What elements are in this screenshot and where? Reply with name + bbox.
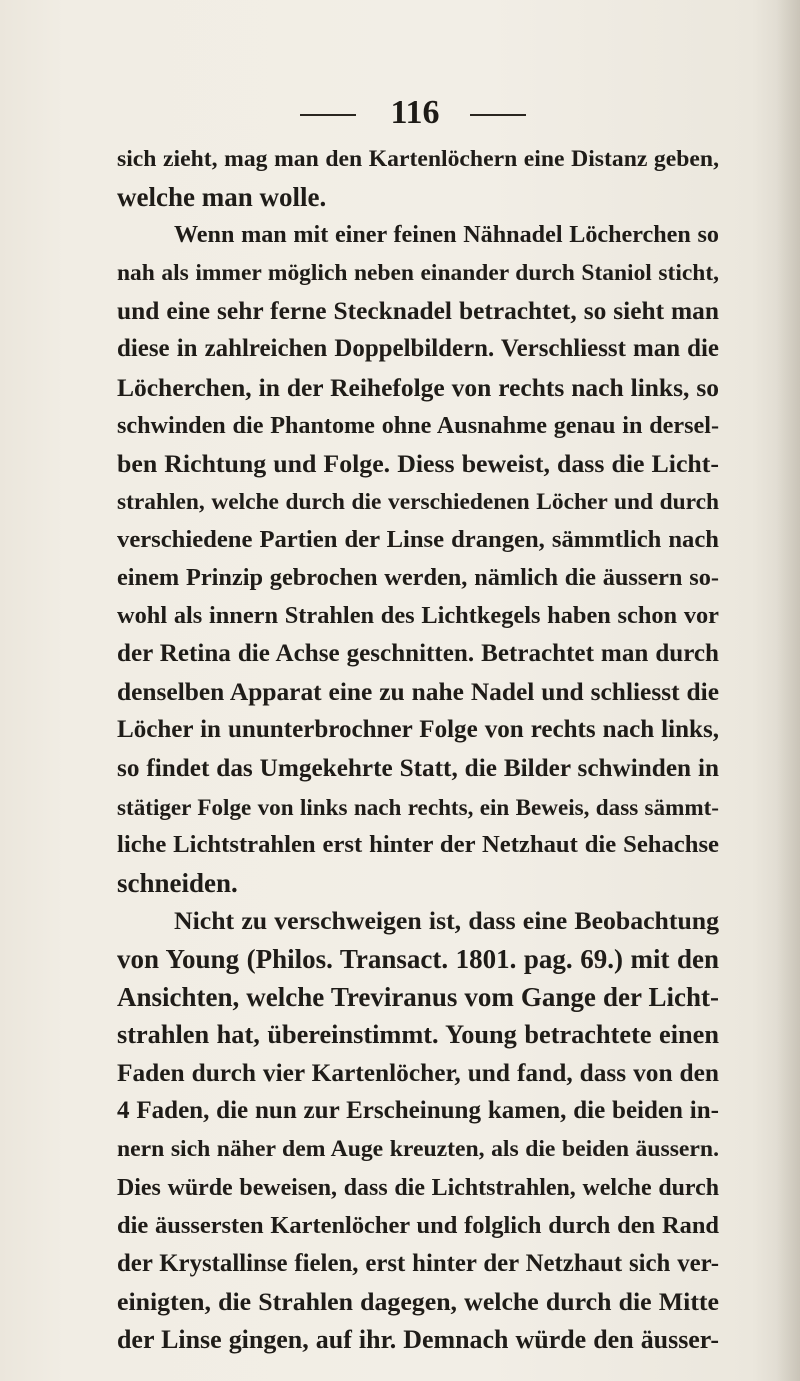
text-line: nern sich näher dem Auge kreuzten, als die beiden äussern. — [117, 1136, 719, 1163]
text-line: die äussersten Kartenlöcher und folglich durch den Rand — [117, 1211, 719, 1239]
page-edge-shadow — [776, 0, 800, 1381]
text-line: einem Prinzip gebrochen werden, nämlich die äussern so- — [117, 564, 719, 592]
text-line: strahlen hat, übereinstimmt. Young betrachtete einen — [117, 1020, 719, 1050]
text-line: strahlen, welche durch die verschiedenen Löcher und durch — [117, 488, 719, 515]
text-line: welche man wolle. — [117, 182, 327, 213]
text-line: liche Lichtstrahlen erst hinter der Netzhaut die Sehachse — [117, 830, 719, 858]
header-rule-right — [470, 114, 526, 116]
text-line: einigten, die Strahlen dagegen, welche durch die Mitte — [117, 1286, 719, 1316]
text-line: 4 Faden, die nun zur Erscheinung kamen, die beiden in- — [117, 1097, 719, 1125]
page-header — [0, 95, 800, 131]
text-line: Löcherchen, in der Reihefolge von rechts nach links, so — [117, 372, 719, 402]
body-text — [117, 140, 719, 1359]
text-line: verschiedene Partien der Linse drangen, sämmtlich nach — [117, 525, 719, 553]
text-line: schwinden die Phantome ohne Ausnahme genau in dersel- — [117, 411, 719, 439]
text-line: nah als immer möglich neben einander durch Staniol sticht, — [117, 260, 719, 287]
header-rule-left — [300, 114, 356, 116]
text-line: Wenn man mit einer feinen Nähnadel Löcherchen so — [174, 221, 719, 249]
text-line: und eine sehr ferne Stecknadel betrachtet, so sieht man — [117, 297, 719, 326]
text-line: Dies würde beweisen, dass die Lichtstrahlen, welche durch — [117, 1174, 719, 1201]
text-line: stätiger Folge von links nach rechts, ein Beweis, dass sämmt- — [117, 793, 719, 820]
text-line: der Linse gingen, auf ihr. Demnach würde den äusser- — [117, 1324, 719, 1354]
text-line: Ansichten, welche Treviranus vom Gange der Licht- — [117, 982, 719, 1013]
text-line: diese in zahlreichen Doppelbildern. Verschliesst man die — [117, 335, 719, 363]
text-line: ben Richtung und Folge. Diess beweist, dass die Licht- — [117, 448, 719, 478]
text-line: sich zieht, mag man den Kartenlöchern eine Distanz geben, — [117, 146, 719, 172]
text-line: der Krystallinse fielen, erst hinter der Netzhaut sich ver- — [117, 1249, 719, 1277]
text-line: denselben Apparat eine zu nahe Nadel und schliesst die — [117, 678, 719, 707]
text-line: schneiden. — [117, 867, 238, 898]
text-line: Faden durch vier Kartenlöcher, und fand, dass von den — [117, 1059, 719, 1088]
text-line: der Retina die Achse geschnitten. Betrachtet man durch — [117, 640, 719, 668]
text-line: von Young (Philos. Transact. 1801. pag. 69.) mit den — [117, 943, 719, 974]
text-line: Nicht zu verschweigen ist, dass eine Beobachtung — [174, 905, 719, 935]
page-number: 116 — [390, 94, 440, 131]
text-line: wohl als innern Strahlen des Lichtkegels haben schon vor — [117, 602, 719, 630]
text-line: so findet das Umgekehrte Statt, die Bilder schwinden in — [117, 754, 719, 782]
text-line: Löcher in ununterbrochner Folge von rechts nach links, — [117, 716, 719, 744]
